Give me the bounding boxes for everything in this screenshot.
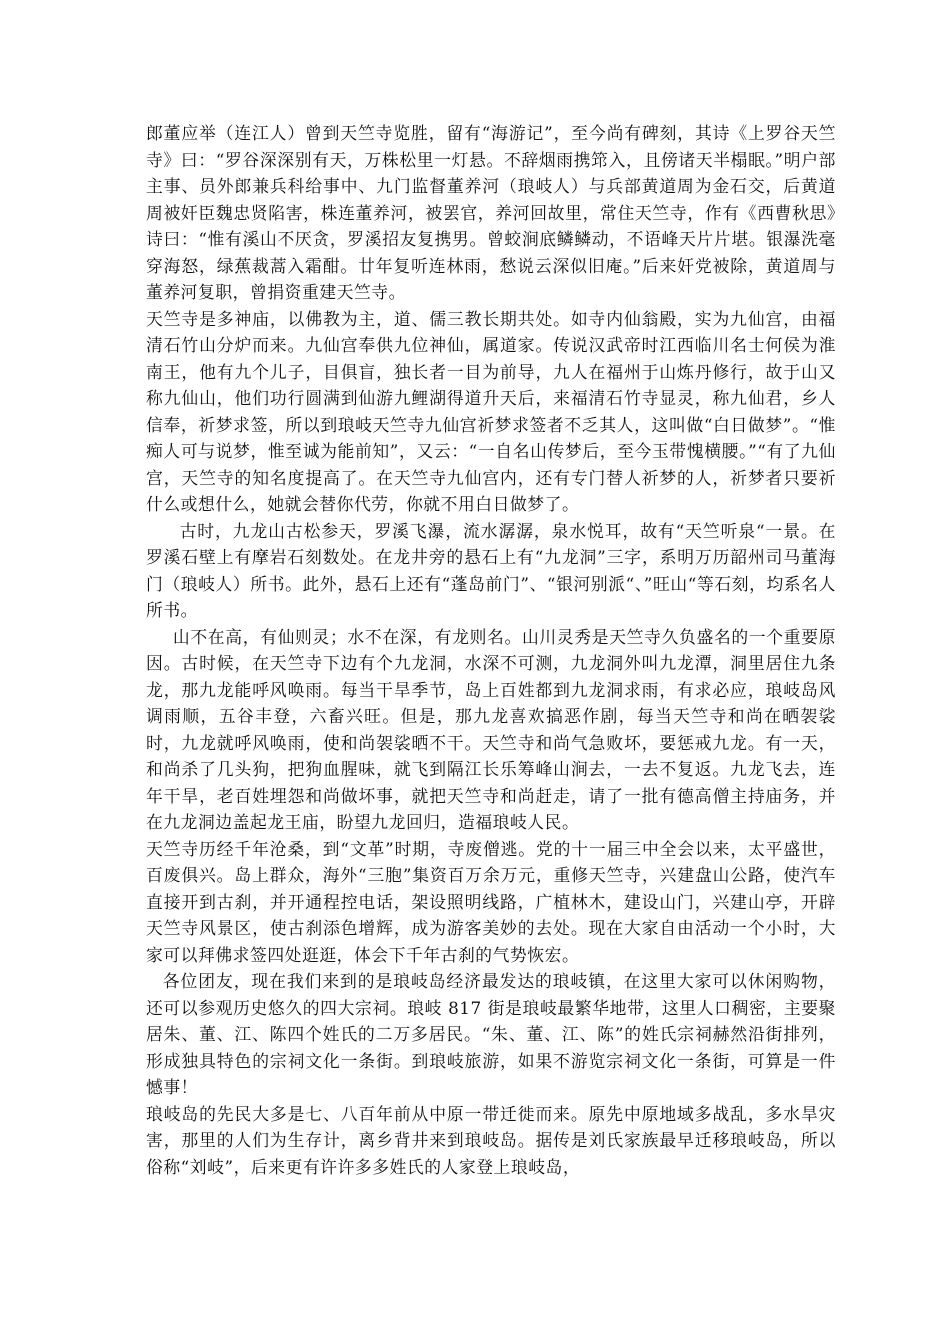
paragraph-tianzhu-listening-spring: 古时，九龙山古松参天，罗溪飞瀑，流水潺潺，泉水悦耳，故有“天竺听泉“一景。在罗溪石壁上有摩岩石刻数处。在龙井旁的悬石上有“九龙洞”三字，系明万历韶州司马董海门（琅岐人）所书。此外，悬石上还有“蓬岛前门”、“银河别派“、”旺山“等石刻，均系名人所书。 bbox=[146, 520, 836, 620]
paragraph-langqi-ancestors: 琅岐岛的先民大多是七、八百年前从中原一带迁徙而来。原先中原地域多战乱，多水旱灾害，那里的人们为生存计，离乡背井来到琅岐岛。据传是刘氏家族最早迁移琅岐岛，所以俗称“刘岐”，后来更有许许多多姓氏的人家登上琅岐岛， bbox=[146, 1103, 836, 1177]
paragraph-dong-yingju-poems: 郎董应举（连江人）曾到天竺寺览胜，留有“海游记”，至今尚有碑刻，其诗《上罗谷天竺寺》曰：“罗谷深深别有天，万株松里一灯悬。不辞烟雨携筇入，且傍诸天半榻眠。”明户部主事、员外郎兼兵科给事中、九门监督董养河（琅岐人）与兵部黄道周为金石交，后黄道周被奸臣魏忠贤陷害，株连董养河，被罢官，养河回故里，常住天竺寺，作有《西曹秋思》诗曰：“惟有溪山不厌贪，罗溪招友复携男。曾蛟涧底鳞鳞动，不语峰天片片堪。银瀑洗毫穿海怒，绿蕉裁蒿入霜酣。廿年复听连林雨，愁说云深似旧庵。”后来奸党被除，黄道周与董养河复职，曾捐资重建天竺寺。 bbox=[146, 123, 836, 302]
paragraph-langqi-town-ancestral-halls: 各位团友，现在我们来到的是琅岐岛经济最发达的琅岐镇，在这里大家可以休闲购物，还可以参观历史悠久的四大宗祠。琅岐 817 街是琅岐最繁华地带，这里人口稠密，主要聚居朱、董、江、陈四个姓氏的二万多居民。“朱、董、江、陈”的姓氏宗祠赫然沿街排列，形成独具特色的宗祠文化一条街。到琅岐旅游，如果不游览宗祠文化一条街，可算是一件憾事！ bbox=[146, 971, 836, 1097]
paragraph-nine-dragons-legend: 山不在高，有仙则灵；水不在深，有龙则名。山川灵秀是天竺寺久负盛名的一个重要原因。古时候，在天竺寺下边有个九龙洞，水深不可测，九龙洞外叫九龙潭，洞里居住九条龙，那九龙能呼风唤雨。每当干旱季节，岛上百姓都到九龙洞求雨，有求必应，琅岐岛风调雨顺，五谷丰登，六畜兴旺。但是，那九龙喜欢搞恶作剧，每当天竺寺和尚在晒袈裟时，九龙就呼风唤雨，使和尚袈裟晒不干。天竺寺和尚气急败坏，要惩戒九龙。有一天，和尚杀了几头狗，把狗血腥味，就飞到隔江长乐筹峰山涧去，一去不复返。九龙飞去，连年干旱，老百姓埋怨和尚做坏事，就把天竺寺和尚赶走，请了一批有德高僧主持庙务，并在九龙洞边盖起龙王庙，盼望九龙回归，造福琅岐人民。 bbox=[146, 626, 836, 832]
document-body bbox=[146, 120, 836, 1180]
paragraph-nine-immortals-palace: 天竺寺是多神庙，以佛教为主，道、儒三教长期共处。如寺内仙翁殿，实为九仙宫，由福清石竹山分炉而来。九仙宫奉供九位神仙，属道家。传说汉武帝时江西临川名士何侯为淮南王，他有九个儿子，目俱盲，独长者一目为前导，九人在福州于山炼丹修行，故于山又称九仙山，他们功行圆满到仙游九鲤湖得道升天后，来福清石竹寺显灵，称九仙君，乡人信奉，祈梦求签，所以到琅岐天竺寺九仙宫祈梦求签者不乏其人，这叫做“白日做梦”。“惟痴人可与说梦，惟至诚为能前知”，又云：“一自名山传梦后，至今玉带愧横腰。”“有了九仙宫，天竺寺的知名度提高了。在天竺寺九仙宫内，还有专门替人祈梦的人，祈梦者只要祈什么或想什么，她就会替你代劳，你就不用白日做梦了。 bbox=[146, 308, 836, 514]
paragraph-temple-restoration: 天竺寺历经千年沧桑，到“文革”时期，寺废僧逃。党的十一届三中全会以来，太平盛世，百废俱兴。岛上群众，海外“三胞”集资百万余万元，重修天竺寺，兴建盘山公路，使汽车直接开到古刹，并开通程控电话，架设照明线路，广植林木，建设山门，兴建山亭，开辟天竺寺风景区，使古刹添色增辉，成为游客美妙的去处。现在大家自由活动一个小时，大家可以拜佛求签四处逛逛，体会下千年古刹的气势恢宏。 bbox=[146, 838, 836, 965]
